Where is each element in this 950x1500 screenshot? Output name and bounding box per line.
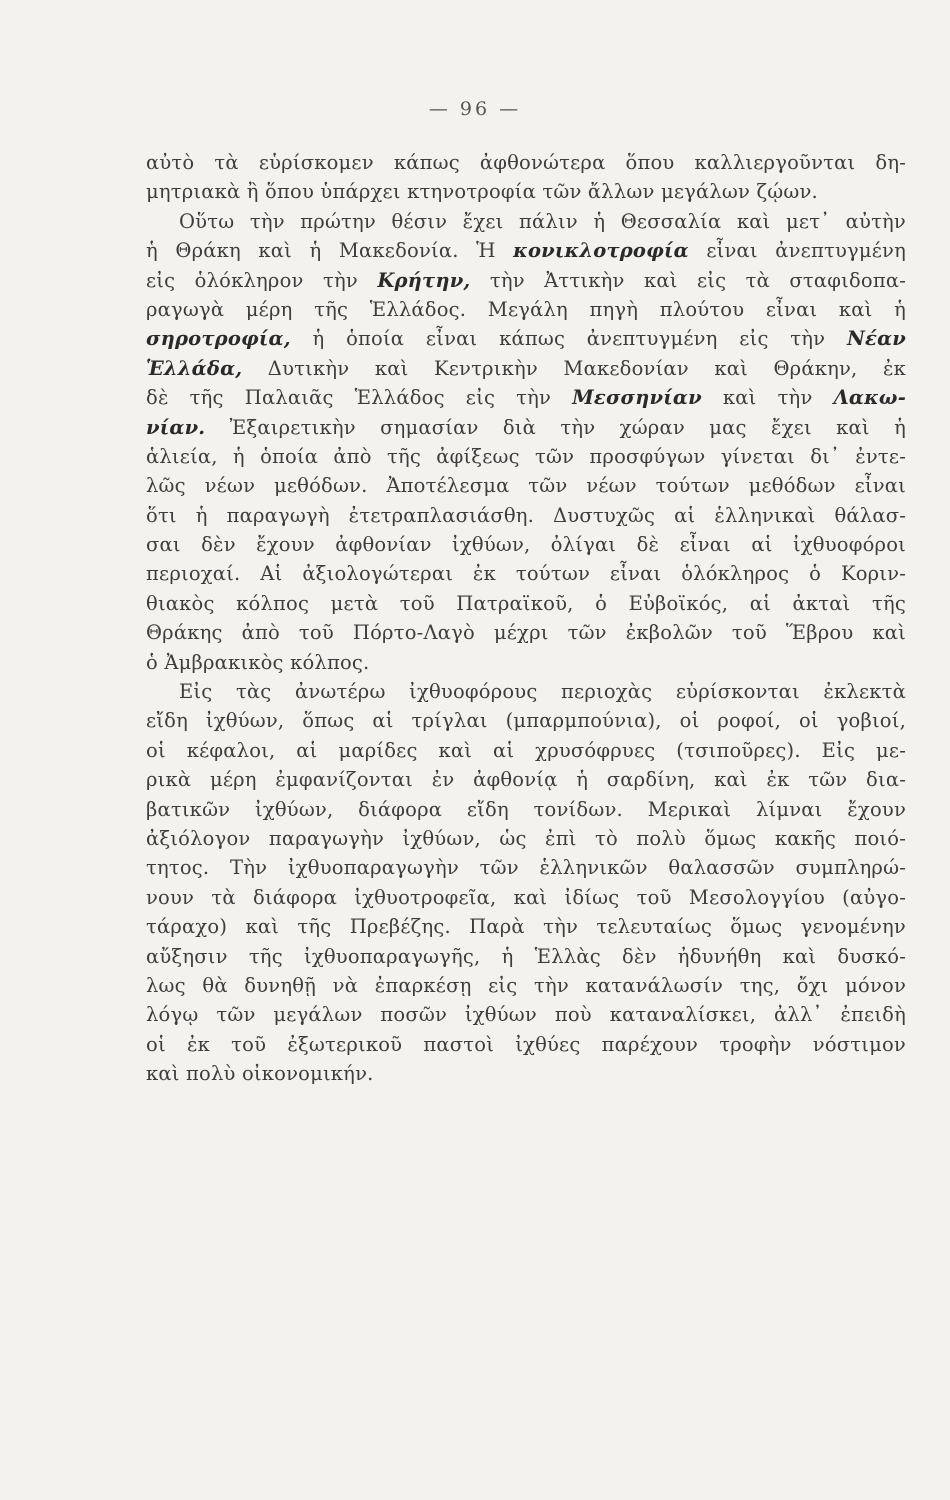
text-run: εἶναι ἀνεπτυγμένη bbox=[688, 239, 906, 263]
text-run: τάραχο) καὶ τῆς Πρεβέζης. Παρὰ τὴν τελευταίως ὅμως γενομένην bbox=[146, 915, 906, 939]
emphasized-term: Μεσσηνίαν bbox=[572, 386, 702, 410]
text-line bbox=[146, 413, 906, 442]
emphasized-term: Ἑλλάδα, bbox=[146, 356, 243, 380]
emphasized-term: Νέαν bbox=[846, 327, 906, 351]
text-line bbox=[146, 1059, 906, 1088]
text-run: εἴδη ἰχθύων, ὅπως αἱ τρίγλαι (μπαρμπούνια), οἱ ροφοί, οἱ γοβιοί, bbox=[146, 709, 906, 733]
text-line bbox=[146, 589, 906, 618]
text-run: καὶ πολὺ οἰκονομικήν. bbox=[146, 1062, 374, 1086]
text-line bbox=[146, 177, 906, 206]
emphasized-term: Λακω- bbox=[833, 386, 906, 410]
text-line bbox=[146, 148, 906, 177]
text-line bbox=[146, 853, 906, 882]
text-line bbox=[146, 942, 906, 971]
text-line bbox=[146, 471, 906, 500]
text-line bbox=[146, 912, 906, 941]
text-run: περιοχαί. Αἱ ἀξιολογώτεραι ἐκ τούτων εἶναι ὁλόκληρος ὁ Κοριν- bbox=[146, 562, 906, 586]
text-line bbox=[146, 1000, 906, 1029]
body-text bbox=[146, 148, 906, 1089]
text-line bbox=[146, 207, 906, 236]
text-run: λως θὰ δυνηθῇ νὰ ἐπαρκέσῃ εἰς τὴν κατανάλωσίν της, ὄχι μόνον bbox=[146, 973, 906, 997]
text-line bbox=[146, 883, 906, 912]
text-run: ἀξιόλογον παραγωγὴν ἰχθύων, ὡς ἐπὶ τὸ πολὺ ὅμως κακῆς ποιό- bbox=[146, 826, 906, 850]
text-line bbox=[146, 648, 906, 677]
text-run: ἡ ὁποία εἶναι κάπως ἀνεπτυγμένη εἰς τὴν bbox=[290, 327, 847, 351]
text-run: λῶς νέων μεθόδων. Ἀποτέλεσμα τῶν νέων τούτων μεθόδων εἶναι bbox=[146, 474, 906, 498]
text-run: δὲ τῆς Παλαιᾶς Ἑλλάδος εἰς τὴν bbox=[146, 386, 573, 410]
text-line bbox=[146, 266, 906, 295]
text-run: ἁλιεία, ἡ ὁποία ἀπὸ τῆς ἀφίξεως τῶν προσφύγων γίνεται δι᾽ ἐντε- bbox=[146, 444, 906, 468]
text-run: θιακὸς κόλπος μετὰ τοῦ Πατραϊκοῦ, ὁ Εὐβοϊκός, αἱ ἀκταὶ τῆς bbox=[146, 591, 906, 615]
text-run: μητριακὰ ἢ ὅπου ὑπάρχει κτηνοτροφία τῶν ἄλλων μεγάλων ζῴων. bbox=[146, 180, 818, 204]
text-line bbox=[146, 236, 906, 265]
text-line bbox=[146, 765, 906, 794]
emphasized-term: Κρήτην, bbox=[377, 268, 471, 292]
text-run: ἡ Θράκη καὶ ἡ Μακεδονία. Ἡ bbox=[146, 239, 514, 263]
text-run: νουν τὰ διάφορα ἰχθυοτροφεῖα, καὶ ἰδίως τοῦ Μεσολογγίου (αὐγο- bbox=[146, 885, 906, 909]
text-run: ρικὰ μέρη ἐμφανίζονται ἐν ἀφθονίᾳ ἡ σαρδίνη, καὶ ἐκ τῶν δια- bbox=[146, 768, 906, 792]
page-number: — 96 — bbox=[428, 98, 522, 120]
emphasized-term: νίαν. bbox=[146, 415, 206, 439]
text-run: Θράκης ἀπὸ τοῦ Πόρτο-Λαγὸ μέχρι τῶν ἐκβολῶν τοῦ Ἕβρου καὶ bbox=[146, 621, 906, 645]
text-run: αὔξησιν τῆς ἰχθυοπαραγωγῆς, ἡ Ἑλλὰς δὲν ἠδυνήθη καὶ δυσκό- bbox=[146, 944, 906, 968]
text-run: Οὕτω τὴν πρώτην θέσιν ἔχει πάλιν ἡ Θεσσαλία καὶ μετ᾽ αὐτὴν bbox=[179, 209, 906, 233]
text-run: ραγωγὰ μέρη τῆς Ἑλλάδος. Μεγάλη πηγὴ πλούτου εἶναι καὶ ἡ bbox=[146, 297, 906, 321]
text-run: λόγῳ τῶν μεγάλων ποσῶν ἰχθύων ποὺ καταναλίσκει, ἀλλ᾽ ἐπειδὴ bbox=[146, 1003, 906, 1027]
text-run: Ἐξαιρετικὴν σημασίαν διὰ τὴν χώραν μας ἔχει καὶ ἡ bbox=[205, 415, 906, 439]
text-run: Εἰς τὰς ἀνωτέρω ἰχθυοφόρους περιοχὰς εὑρίσκονται ἐκλεκτὰ bbox=[179, 680, 906, 704]
text-run: οἱ ἐκ τοῦ ἐξωτερικοῦ παστοὶ ἰχθύες παρέχουν τροφὴν νόστιμον bbox=[146, 1032, 906, 1056]
text-line bbox=[146, 501, 906, 530]
text-line bbox=[146, 324, 906, 353]
text-run: ὁ Ἀμβρακικὸς κόλπος. bbox=[146, 650, 370, 674]
emphasized-term: σηροτροφία, bbox=[146, 327, 291, 351]
text-run: τητος. Τὴν ἰχθυοπαραγωγὴν τῶν ἑλληνικῶν θαλασσῶν συμπληρώ- bbox=[146, 856, 906, 880]
text-run: Δυτικὴν καὶ Κεντρικὴν Μακεδονίαν καὶ Θράκην, ἐκ bbox=[242, 356, 906, 380]
text-run: αὐτὸ τὰ εὑρίσκομεν κάπως ἀφθονώτερα ὅπου καλλιεργοῦνται δη- bbox=[146, 151, 906, 174]
text-line bbox=[146, 354, 906, 383]
text-line bbox=[146, 618, 906, 647]
text-line bbox=[146, 295, 906, 324]
text-line bbox=[146, 383, 906, 412]
text-line bbox=[146, 559, 906, 588]
text-line bbox=[146, 530, 906, 559]
emphasized-term: κονικλοτροφία bbox=[513, 239, 689, 263]
text-line bbox=[146, 442, 906, 471]
text-run: ὅτι ἡ παραγωγὴ ἐτετραπλασιάσθη. Δυστυχῶς αἱ ἑλληνικαὶ θάλασ- bbox=[146, 503, 906, 527]
text-run: εἰς ὁλόκληρον τὴν bbox=[146, 268, 378, 292]
text-run: οἱ κέφαλοι, αἱ μαρίδες καὶ αἱ χρυσόφρυες (τσιποῦρες). Εἰς με- bbox=[146, 738, 906, 762]
text-line bbox=[146, 677, 906, 706]
text-run: τὴν Ἀττικὴν καὶ εἰς τὰ σταφιδοπα- bbox=[470, 268, 906, 292]
text-line bbox=[146, 971, 906, 1000]
text-line bbox=[146, 1030, 906, 1059]
text-line bbox=[146, 706, 906, 735]
text-run: καὶ τὴν bbox=[701, 386, 834, 410]
text-run: σαι δὲν ἔχουν ἀφθονίαν ἰχθύων, ὀλίγαι δὲ εἶναι αἱ ἰχθυοφόροι bbox=[146, 533, 906, 557]
text-line bbox=[146, 824, 906, 853]
text-run: βατικῶν ἰχθύων, διάφορα εἴδη τονίδων. Μερικαὶ λίμναι ἔχουν bbox=[146, 797, 906, 821]
text-line bbox=[146, 795, 906, 824]
text-line bbox=[146, 736, 906, 765]
